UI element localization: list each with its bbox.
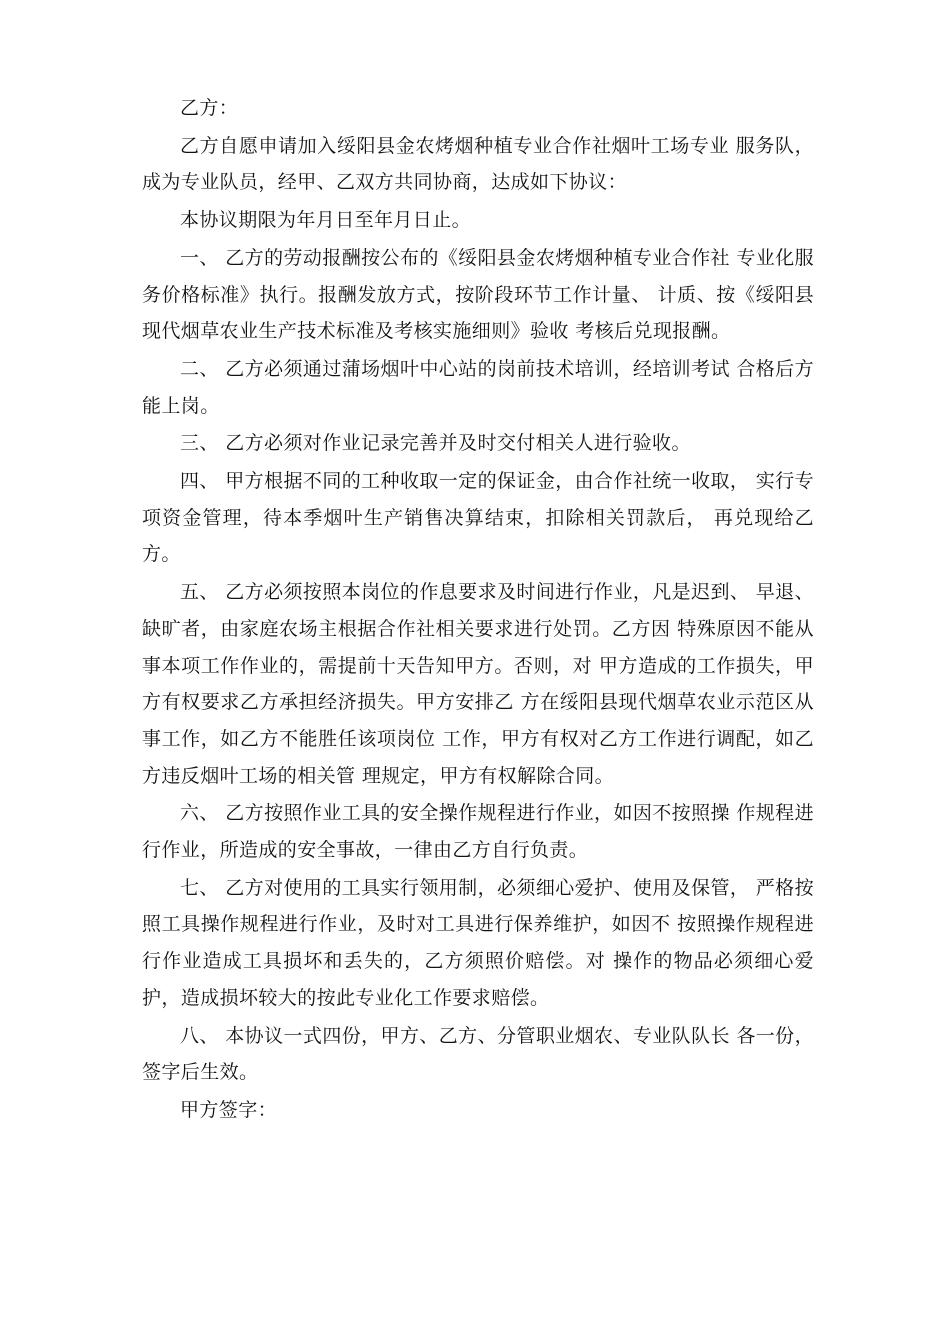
intro-paragraph: 乙方自愿申请加入绥阳县金农烤烟种植专业合作社烟叶工场专业 服务队，成为专业队员，经甲、乙双方共同协商，达成如下协议： — [142, 134, 814, 194]
clause-1: 一、 乙方的劳动报酬按公布的《绥阳县金农烤烟种植专业合作社 专业化服务价格标准》执行。报酬发放方式，按阶段环节工作计量、 计质、按《绥阳县现代烟草农业生产技术标准及考核实施细则》验收 考核后兑现报酬。 — [142, 246, 814, 343]
term-paragraph: 本协议期限为年月日至年月日止。 — [180, 209, 472, 232]
clause-4: 四、 甲方根据不同的工种收取一定的保证金，由合作社统一收取， 实行专项资金管理，待本季烟叶生产销售决算结束，扣除相关罚款后， 再兑现给乙方。 — [142, 470, 814, 566]
clause-3: 三、 乙方必须对作业记录完善并及时交付相关人进行验收。 — [180, 432, 691, 455]
party-a-signature-label: 甲方签字： — [180, 1098, 278, 1121]
party-b-heading: 乙方： — [180, 97, 239, 119]
agreement-page — [142, 90, 814, 1130]
clause-2: 二、 乙方必须通过蒲场烟叶中心站的岗前技术培训，经培训考试 合格后方能上岗。 — [142, 357, 814, 417]
clause-5: 五、 乙方必须按照本岗位的作息要求及时间进行作业，凡是迟到、 早退、缺旷者，由家庭农场主根据合作社相关要求进行处罚。乙方因 特殊原因不能从事本项工作作业的，需提前十天告知甲方。否则，对 甲方造成的工作损失，甲方有权要求乙方承担经济损失。甲方安排乙 方在绥阳县现代烟草农业示范区从事工作，如乙方不能胜任该项岗位 工作，甲方有权对乙方工作进行调配，如乙方违反烟叶工场的相关管 理规定，甲方有权解除合同。 — [142, 581, 814, 787]
clause-7: 七、 乙方对使用的工具实行领用制，必须细心爱护、使用及保管， 严格按照工具操作规程进行作业，及时对工具进行保养维护，如因不 按照操作规程进行作业造成工具损坏和丢失的，乙方须照价赔偿。对 操作的物品必须细心爱护，造成损坏较大的按此专业化工作要求赔偿。 — [142, 876, 814, 1009]
clause-6: 六、 乙方按照作业工具的安全操作规程进行作业，如因不按照操 作规程进行作业，所造成的安全事故，一律由乙方自行负责。 — [142, 802, 814, 862]
clause-8: 八、 本协议一式四份，甲方、乙方、分管职业烟农、专业队队长 各一份，签字后生效。 — [142, 1024, 814, 1084]
